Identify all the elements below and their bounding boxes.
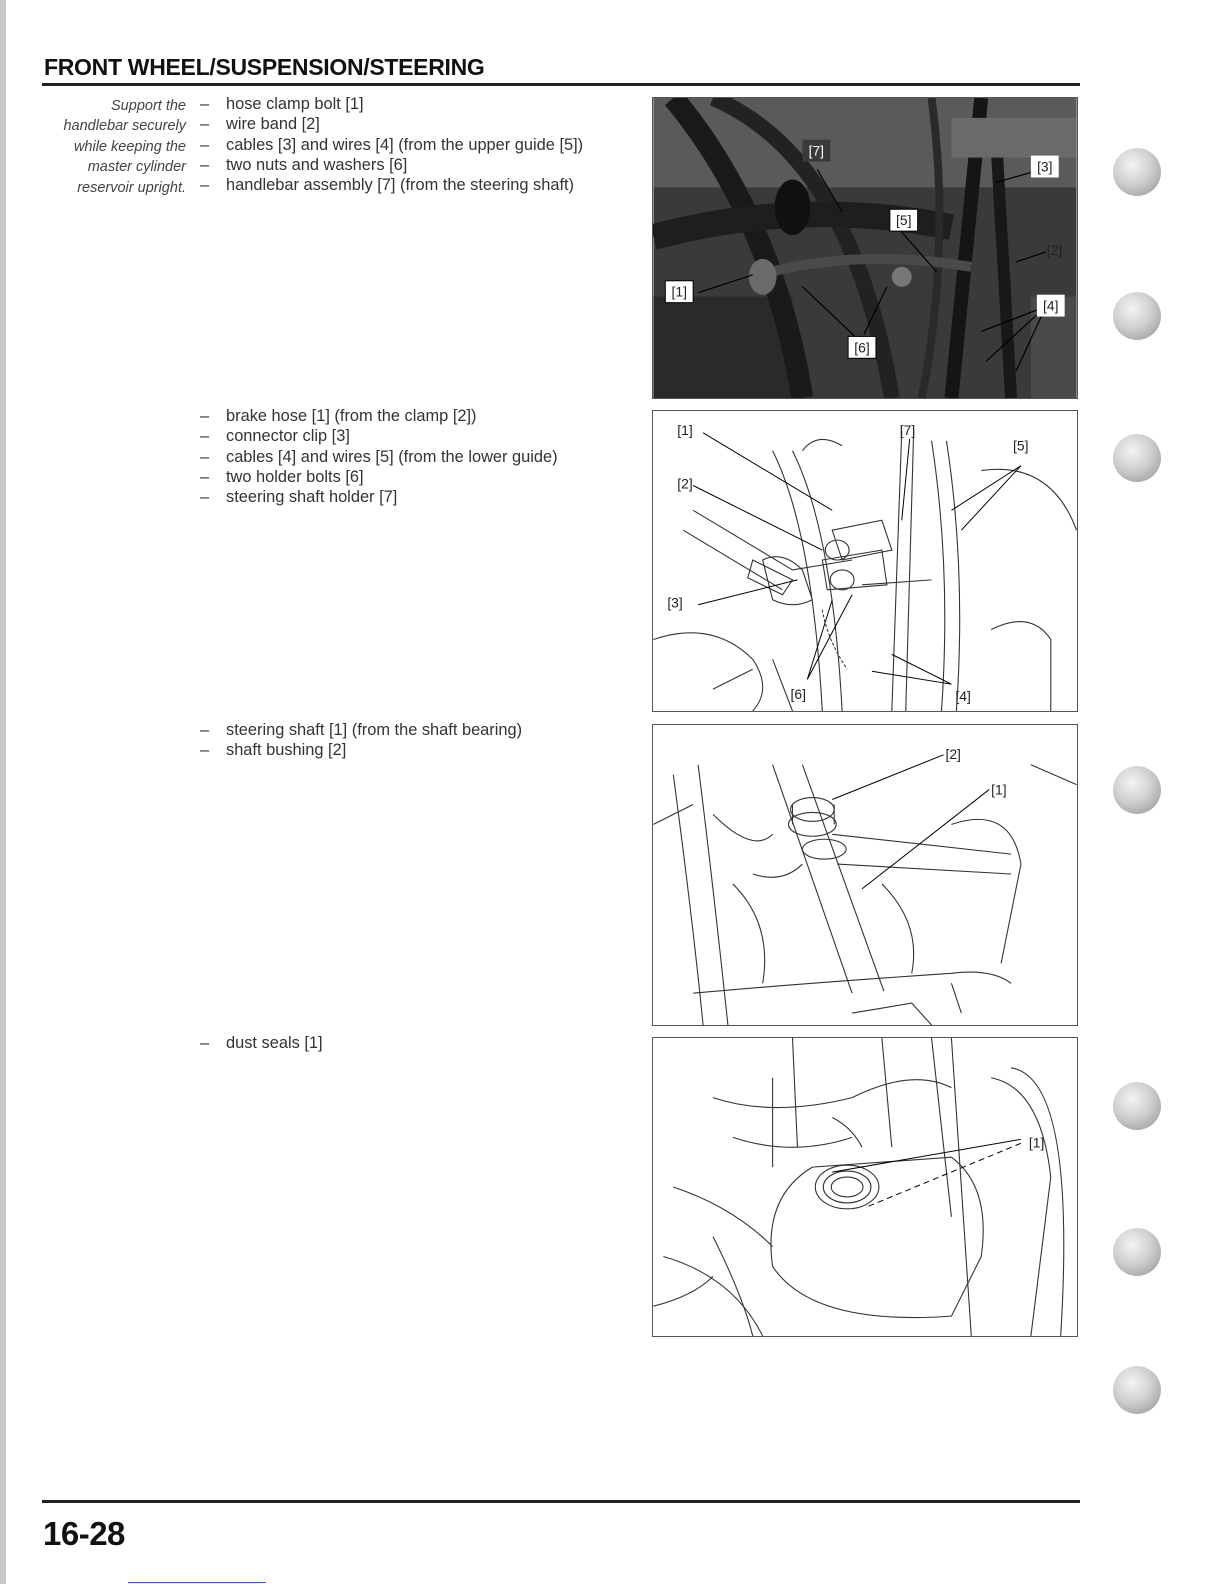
step-4-list <box>200 1033 630 1053</box>
list-dash: – <box>200 721 210 739</box>
binder-hole <box>1113 148 1161 196</box>
callout-label: [6] <box>790 686 806 703</box>
steering-shaft-drawing <box>653 725 1077 1025</box>
callout-label: [7] <box>808 142 825 159</box>
list-dash: – <box>200 447 210 466</box>
side-note-line: Support the <box>111 98 186 114</box>
binder-hole <box>1113 292 1161 340</box>
step-2-list <box>200 406 630 507</box>
dust-seals-diagram <box>652 1037 1078 1337</box>
handlebar-photo-drawing <box>653 98 1077 398</box>
callout-label: [1] <box>677 421 693 438</box>
list-item-text: cables [3] and wires [4] (from the upper guide [5]) <box>226 135 584 154</box>
list-item-text: connector clip [3] <box>226 427 350 446</box>
list-item <box>200 175 630 195</box>
list-item-text: wire band [2] <box>226 115 320 134</box>
page-number: 16-28 <box>43 1515 125 1552</box>
list-item-text: hose clamp bolt [1] <box>226 95 364 113</box>
page-title: FRONT WHEEL/SUSPENSION/STEERING <box>44 54 485 80</box>
list-dash: – <box>200 488 210 507</box>
binder-hole <box>1113 1228 1161 1276</box>
side-note-line: reservoir upright. <box>77 179 186 196</box>
list-item <box>200 406 630 426</box>
list-item <box>200 720 630 740</box>
list-item-text: shaft bushing [2] <box>226 741 347 760</box>
list-item <box>200 487 630 507</box>
list-item-text: brake hose [1] (from the clamp [2]) <box>226 407 477 425</box>
callout-label: [5] <box>896 212 912 229</box>
callout-label: [2] <box>945 745 961 762</box>
callout-label: [3] <box>1037 158 1053 175</box>
list-item-text: two nuts and washers [6] <box>226 155 408 174</box>
list-dash: – <box>200 135 210 154</box>
list-dash: – <box>200 95 210 113</box>
binder-hole <box>1113 1082 1161 1130</box>
list-item <box>200 447 630 467</box>
list-dash: – <box>200 155 210 174</box>
list-item-text: steering shaft holder [7] <box>226 488 398 507</box>
list-dash: – <box>200 741 210 760</box>
callout-label: [3] <box>667 594 683 611</box>
callout-label: [5] <box>1013 437 1029 454</box>
steering-shaft-diagram <box>652 724 1078 1026</box>
side-note-line: handlebar securely <box>63 118 186 135</box>
list-dash: – <box>200 176 210 195</box>
list-item-text: handlebar assembly [7] (from the steering shaft) <box>226 176 575 195</box>
footer-rule <box>42 1500 1080 1503</box>
list-item-text: dust seals [1] <box>226 1034 323 1052</box>
callout-label: [4] <box>1043 297 1059 314</box>
binder-hole <box>1113 1366 1161 1414</box>
dust-seals-drawing <box>653 1038 1077 1336</box>
list-item <box>200 1033 630 1053</box>
callout-label: [2] <box>677 475 693 492</box>
binder-hole <box>1113 766 1161 814</box>
callout-label: [7] <box>899 421 916 438</box>
list-dash: – <box>200 1034 210 1052</box>
list-item <box>200 114 630 134</box>
list-item-text: cables [4] and wires [5] (from the lower guide) <box>226 447 558 466</box>
list-dash: – <box>200 427 210 446</box>
binder-hole <box>1113 434 1161 482</box>
side-note-line: master cylinder <box>87 159 186 176</box>
header-rule <box>42 83 1080 86</box>
side-note-line: while keeping the <box>73 138 186 155</box>
callout-label: [2] <box>1046 241 1063 258</box>
page-link-underline[interactable] <box>128 1582 266 1583</box>
step-1-list <box>200 94 630 195</box>
callout-label: [1] <box>1028 1134 1045 1151</box>
list-item <box>200 155 630 175</box>
list-item <box>200 740 630 760</box>
list-item <box>200 94 630 114</box>
steering-holder-drawing <box>653 411 1077 711</box>
list-item <box>200 467 630 487</box>
page-left-edge <box>0 0 6 1584</box>
callout-label: [1] <box>991 781 1007 798</box>
callout-label: [6] <box>854 339 870 356</box>
side-note <box>26 96 186 198</box>
list-item-text: steering shaft [1] (from the shaft bearing) <box>226 721 523 739</box>
steering-holder-diagram <box>652 410 1078 712</box>
handlebar-photo <box>652 97 1078 399</box>
callout-label: [4] <box>955 688 971 705</box>
list-dash: – <box>200 467 210 486</box>
list-item <box>200 426 630 446</box>
callout-label: [1] <box>671 283 687 300</box>
list-item <box>200 135 630 155</box>
list-item-text: two holder bolts [6] <box>226 467 364 486</box>
list-dash: – <box>200 407 210 425</box>
step-3-list <box>200 720 630 761</box>
list-dash: – <box>200 115 210 134</box>
